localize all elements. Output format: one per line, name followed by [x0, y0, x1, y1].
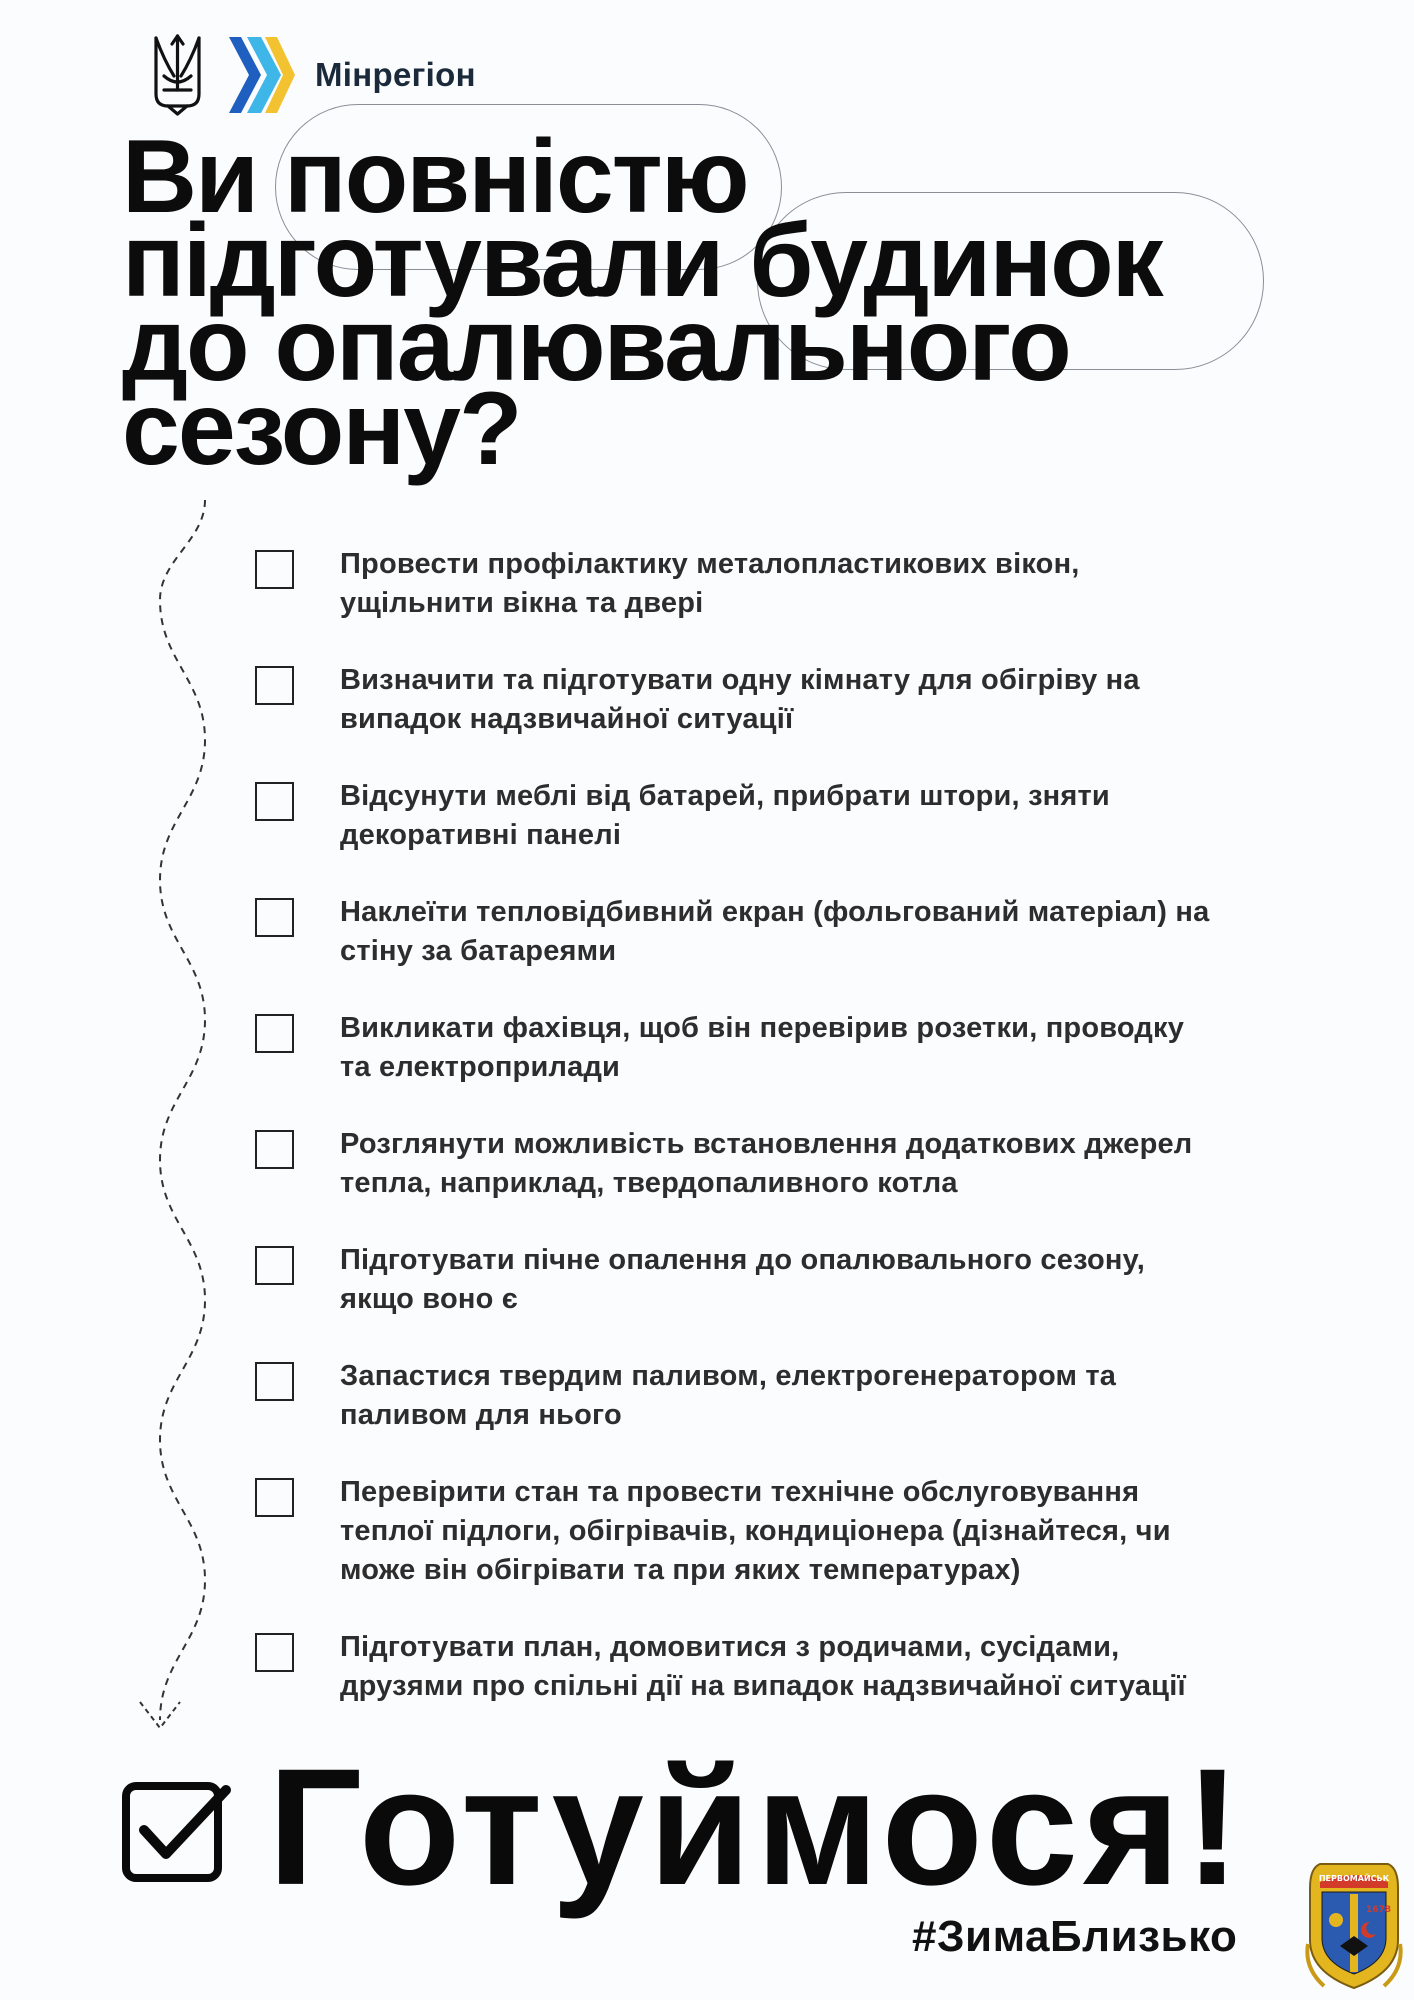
slogan: Готуймося!	[268, 1735, 1246, 1920]
page-title	[122, 119, 1162, 487]
checkbox[interactable]	[255, 1014, 294, 1053]
checklist-item	[255, 1009, 1355, 1087]
checklist-item-text: Перевірити стан та провести технічне обслуговування теплої підлоги, обігрівачів, кондиціонера (дізнайтеся, чи може він обігрівати та при яких температурах)	[340, 1476, 1171, 1586]
checkbox[interactable]	[255, 1130, 294, 1169]
hashtag: #ЗимаБлизько	[912, 1912, 1238, 1961]
checklist-item-text: Наклеїти тепловідбивний екран (фольгований матеріал) на стіну за батареями	[340, 896, 1210, 967]
checkbox[interactable]	[255, 550, 294, 589]
checkbox[interactable]	[255, 666, 294, 705]
trident-icon	[150, 34, 205, 116]
emblem-year: 1678	[1366, 1905, 1392, 1915]
checklist-item-text: Провести профілактику металопластикових вікон, ущільнити вікна та двері	[340, 548, 1080, 619]
checklist-item	[255, 1628, 1355, 1706]
checklist-item	[255, 1241, 1355, 1319]
checklist-item	[255, 893, 1355, 971]
title-line: сезону?	[122, 371, 521, 487]
checklist-item	[255, 1125, 1355, 1203]
checklist-item	[255, 1473, 1355, 1590]
city-coat-of-arms-icon	[1300, 1848, 1408, 1994]
title-line: підготували будинок	[122, 203, 1162, 319]
title-line: Ви повністю	[122, 119, 748, 235]
checked-box-icon	[122, 1780, 232, 1884]
checklist-item	[255, 661, 1355, 739]
checkbox[interactable]	[255, 898, 294, 937]
emblem-name: ПЕРВОМАЙСЬК	[1318, 1874, 1390, 1883]
checklist-item-text: Підготувати пічне опалення до опалювального сезону, якщо воно є	[340, 1244, 1145, 1315]
checklist-item	[255, 1357, 1355, 1435]
checklist-item-text: Запастися твердим паливом, електрогенератором та паливом для нього	[340, 1360, 1117, 1431]
checkbox[interactable]	[255, 782, 294, 821]
chevron-logo-icon	[227, 35, 297, 115]
title-line: до опалювального	[122, 287, 1070, 403]
checkbox[interactable]	[255, 1478, 294, 1517]
checklist-item-text: Визначити та підготувати одну кімнату для обігріву на випадок надзвичайної ситуації	[340, 664, 1140, 735]
checklist-item-text: Викликати фахівця, щоб він перевірив розетки, проводку та електроприлади	[340, 1012, 1185, 1083]
checkbox[interactable]	[255, 1246, 294, 1285]
checkbox[interactable]	[255, 1362, 294, 1401]
checklist-item-text: Відсунути меблі від батарей, прибрати штори, зняти декоративні панелі	[340, 780, 1110, 851]
checklist-item	[255, 777, 1355, 855]
checkbox[interactable]	[255, 1633, 294, 1672]
checklist-item-text: Підготувати план, домовитися з родичами, сусідами, друзями про спільні дії на випадок надзвичайної ситуації	[340, 1631, 1186, 1702]
checklist-item-text: Розглянути можливість встановлення додаткових джерел тепла, наприклад, твердопаливного котла	[340, 1128, 1193, 1199]
brand-name: Мінрегіон	[315, 56, 476, 93]
checklist-item	[255, 545, 1355, 623]
